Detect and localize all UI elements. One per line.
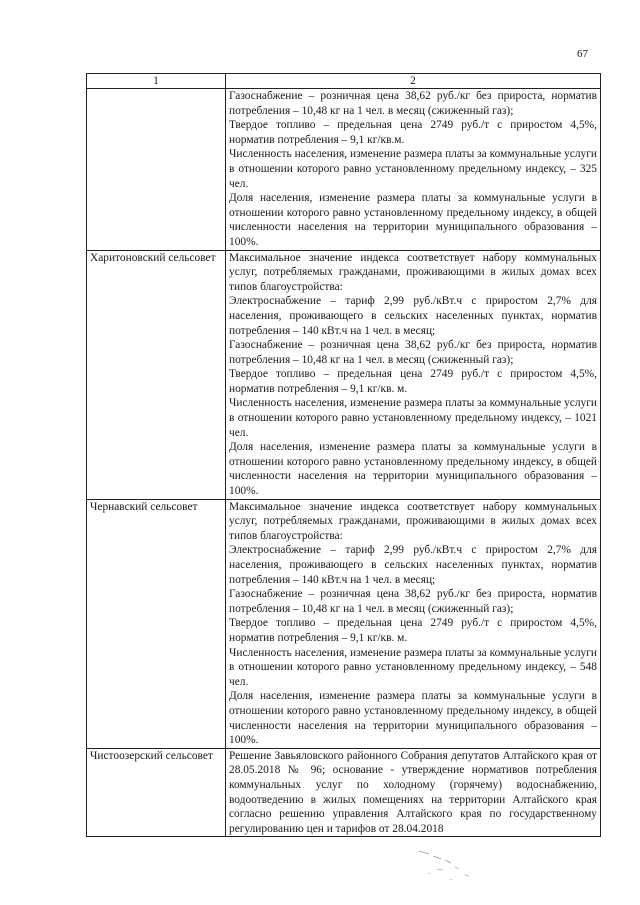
description-cell [226, 89, 601, 251]
paragraph: Твердое топливо – предельная цена 2749 руб./т с приростом 4,5%, норматив потребления – 9,1 кг/кв. м. [229, 368, 597, 395]
table-row [87, 499, 601, 748]
table-header-row [87, 74, 601, 89]
description-cell [226, 250, 601, 499]
paragraph: Доля населения, изменение размера платы за коммунальные услуги в отношении которого равно установленному предельному индексу, в общей численности населения на территории муниципального образования – 100%. [229, 192, 597, 248]
paragraph: Твердое топливо – предельная цена 2749 руб./т с приростом 4,5%, норматив потребления – 9,1 кг/кв. м. [229, 617, 597, 644]
paragraph: Численность населения, изменение размера платы за коммунальные услуги в отношении которого равно установленному предельному индексу, – 1021 чел. [229, 397, 597, 439]
paragraph: Газоснабжение – розничная цена 38,62 руб./кг без прироста, норматив потребления – 10,48 кг на 1 чел. в месяц (сжиженный газ); [229, 339, 597, 366]
paragraph: Газоснабжение – розничная цена 38,62 руб./кг без прироста, норматив потребления – 10,48 кг на 1 чел. в месяц (сжиженный газ); [229, 90, 597, 117]
municipality-name: Чистоозерский сельсовет [87, 748, 226, 837]
document-table [86, 73, 601, 837]
paragraph: Численность населения, изменение размера платы за коммунальные услуги в отношении которого равно установленному предельному индексу, – 548 чел. [229, 646, 597, 688]
description-cell [226, 499, 601, 748]
municipality-name: Чернавский сельсовет [87, 499, 226, 748]
municipality-name: Харитоновский сельсовет [87, 250, 226, 499]
paragraph: Численность населения, изменение размера платы за коммунальные услуги в отношении которого равно установленному предельному индексу, – 325 чел. [229, 148, 597, 190]
paragraph: Доля населения, изменение размера платы за коммунальные услуги в отношении которого равно установленному предельному индексу, в общей численности населения на территории муниципального образования – 100%. [229, 441, 597, 498]
paragraph: Электроснабжение – тариф 2,99 руб./кВт.ч с приростом 2,7% для населения, проживающего в сельских населенных пунктах, норматив потребления – 140 кВт.ч на 1 чел. в месяц; [229, 544, 597, 586]
paragraph: Электроснабжение – тариф 2,99 руб./кВт.ч с приростом 2,7% для населения, проживающего в сельских населенных пунктах, норматив потребления – 140 кВт.ч на 1 чел. в месяц; [229, 295, 597, 337]
paragraph: Газоснабжение – розничная цена 38,62 руб./кг без прироста, норматив потребления – 10,48 кг на 1 чел. в месяц (сжиженный газ); [229, 588, 597, 615]
table-row [87, 748, 601, 837]
paragraph: Решение Завьяловского районного Собрания депутатов Алтайского края от 28.05.2018 № 96; основание - утверждение нормативов потребления коммунальных услуг по холодному (горячему) водоснабжению, водоотведению в жилых помещениях на территории Алтайского края согласно решению управления Алтайского края по государственному регулированию цен и тарифов от 28.04.2018 [229, 749, 597, 835]
column-header-1: 1 [87, 74, 226, 89]
page-number: 67 [577, 48, 588, 60]
paragraph: Твердое топливо – предельная цена 2749 руб./т с приростом 4,5%, норматив потребления – 9,1 кг/кв.м. [229, 119, 597, 146]
scan-artifact-marks [415, 845, 485, 885]
paragraph: Максимальное значение индекса соответствует набору коммунальных услуг, потребляемых гражданами, проживающими в жилых домах всех типов благоустройства: [229, 251, 597, 293]
description-cell [226, 748, 601, 837]
paragraph: Максимальное значение индекса соответствует набору коммунальных услуг, потребляемых гражданами, проживающими в жилых домах всех типов благоустройства: [229, 500, 597, 542]
table-row [87, 250, 601, 499]
table-row [87, 89, 601, 251]
paragraph: Доля населения, изменение размера платы за коммунальные услуги в отношении которого равно установленному предельному индексу, в общей численности населения на территории муниципального образования – 100%. [229, 690, 597, 747]
column-header-2: 2 [226, 74, 601, 89]
municipality-name [87, 89, 226, 251]
